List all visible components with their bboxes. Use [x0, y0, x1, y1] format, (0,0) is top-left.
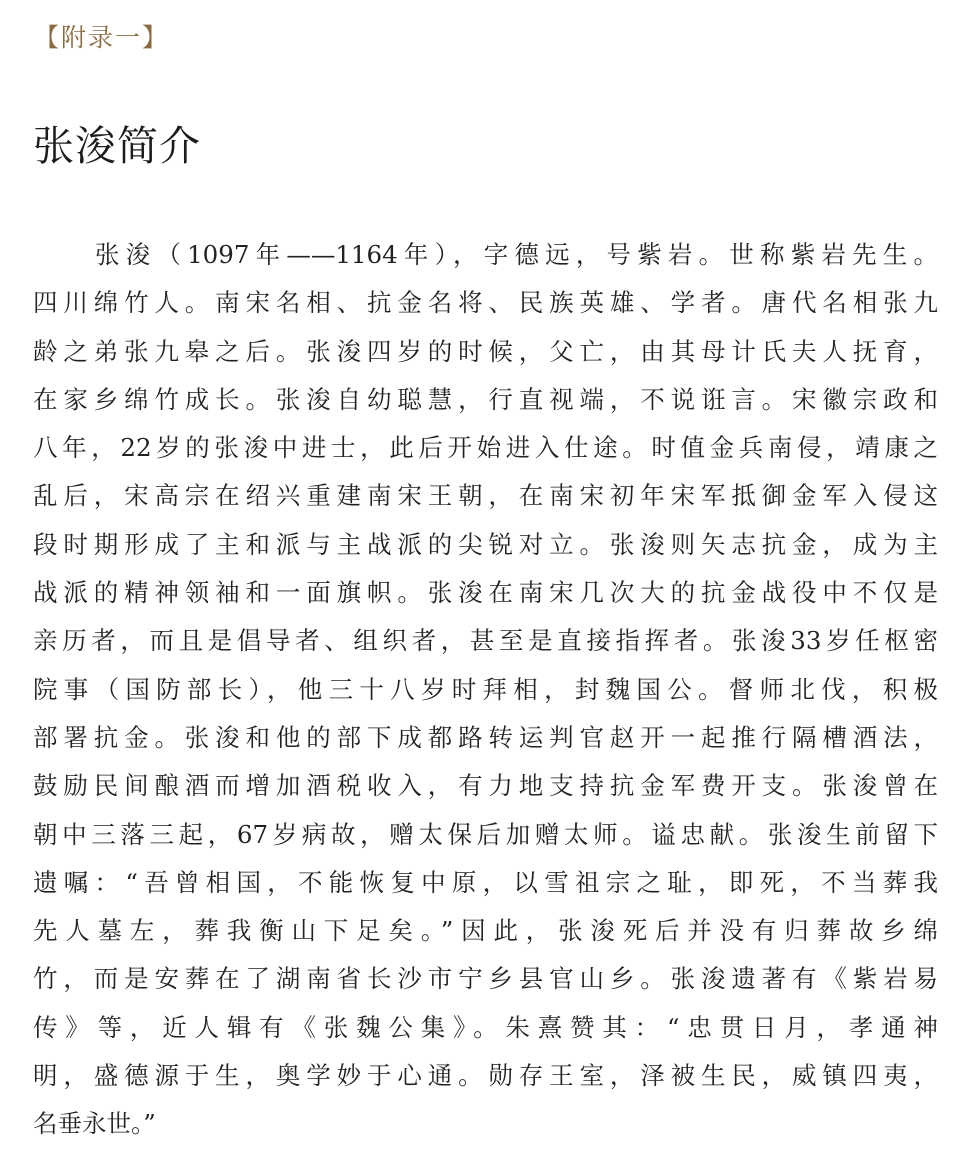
- paragraph-line: 龄之弟张九皋之后。张浚四岁的时候，父亡，由其母计氏夫人抚育，: [33, 336, 938, 366]
- paragraph-line: 竹，而是安葬在了湖南省长沙市宁乡县官山乡。张浚遗著有《紫岩易: [33, 964, 938, 994]
- paragraph-line: 段时期形成了主和派与主战派的尖锐对立。张浚则矢志抗金，成为主: [33, 529, 938, 559]
- article-body: [33, 231, 938, 1149]
- paragraph-line: 鼓励民间酿酒而增加酒税收入，有力地支持抗金军费开支。张浚曾在: [33, 771, 938, 801]
- paragraph-line: 四川绵竹人。南宋名相、抗金名将、民族英雄、学者。唐代名相张九: [33, 288, 938, 318]
- paragraph-line: 部署抗金。张浚和他的部下成都路转运判官赵开一起推行隔槽酒法，: [33, 722, 938, 752]
- paragraph-line: 传》等，近人辑有《张魏公集》。朱熹赞其：“忠贯日月，孝通神: [33, 1012, 938, 1042]
- paragraph-line: 先人墓左，葬我衡山下足矣。”因此，张浚死后并没有归葬故乡绵: [33, 916, 938, 946]
- paragraph-line: 亲历者，而且是倡导者、组织者，甚至是直接指挥者。张浚33岁任枢密: [33, 626, 938, 656]
- paragraph-line: 名垂永世。”: [33, 1109, 156, 1139]
- paragraph-line: 乱后，宋高宗在绍兴重建南宋王朝，在南宋初年宋军抵御金军入侵这: [33, 481, 938, 511]
- page-title: 张浚简介: [33, 122, 201, 170]
- paragraph-line: 遗嘱：“吾曾相国，不能恢复中原，以雪祖宗之耻，即死，不当葬我: [33, 867, 938, 897]
- paragraph-line: 院事（国防部长），他三十八岁时拜相，封魏国公。督师北伐，积极: [33, 674, 938, 704]
- paragraph-line: 战派的精神领袖和一面旗帜。张浚在南宋几次大的抗金战役中不仅是: [33, 578, 938, 608]
- paragraph-line: 明，盛德源于生，奥学妙于心通。勋存王室，泽被生民，威镇四夷，: [33, 1061, 938, 1091]
- paragraph-line: 朝中三落三起，67岁病故，赠太保后加赠太师。谥忠献。张浚生前留下: [33, 819, 938, 849]
- appendix-label: 【附录一】: [34, 23, 170, 52]
- paragraph-line: 八年，22岁的张浚中进士，此后开始进入仕途。时值金兵南侵，靖康之: [33, 433, 938, 463]
- paragraph-line: 张浚（1097年——1164年），字德远，号紫岩。世称紫岩先生。: [95, 240, 938, 269]
- paragraph-line: 在家乡绵竹成长。张浚自幼聪慧，行直视端，不说诳言。宋徽宗政和: [33, 384, 938, 414]
